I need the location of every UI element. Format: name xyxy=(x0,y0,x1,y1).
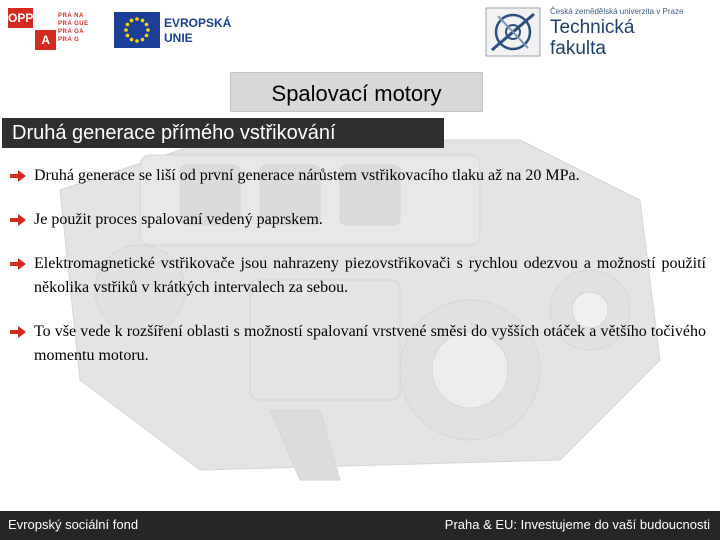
slide-subtitle: Druhá generace přímého vstřikování xyxy=(2,118,444,148)
faculty-name-line: fakulta xyxy=(550,38,606,59)
faculty-emblem-icon xyxy=(484,6,542,58)
oppa-logo-mark xyxy=(8,8,56,50)
university-name: Česká zemědělská univerzita v Praze xyxy=(550,7,684,16)
faculty-name-line: Technická xyxy=(550,17,635,38)
eu-logo xyxy=(100,8,240,52)
eu-star-icon xyxy=(141,38,145,42)
eu-star-icon xyxy=(145,23,149,27)
oppa-text-line: PRA G xyxy=(58,37,80,43)
footer-left-text: Evropský sociální fond xyxy=(8,517,139,532)
footer-right-text: Praha & EU: Investujeme do vaší budoucnosti xyxy=(444,517,710,532)
red-arrow-icon xyxy=(10,326,26,338)
bullet-item xyxy=(10,320,706,368)
eu-star-icon xyxy=(141,19,145,23)
faculty-name xyxy=(550,17,635,59)
bullet-text: To vše vede k rozšíření oblasti s možností spalovaní vrstvené směsi do vyšších otáček a většího točivého momentu motoru. xyxy=(34,323,706,364)
bullet-text: Je použit proces spalovaní vedený paprskem. xyxy=(34,211,323,228)
eu-star-icon xyxy=(126,23,130,27)
oppa-letters-bottom: A xyxy=(35,30,56,50)
eu-star-icon xyxy=(135,17,139,21)
technicka-fakulta-logo xyxy=(484,4,716,60)
bullet-item xyxy=(10,252,706,300)
oppa-cell-blank xyxy=(35,8,56,28)
oppa-logo-text xyxy=(58,12,96,44)
red-arrow-icon xyxy=(10,214,26,226)
eu-star-icon xyxy=(130,19,134,23)
oppa-text-line: PRA GUE xyxy=(58,21,89,27)
eu-text-line: UNIE xyxy=(164,31,193,45)
bullet-text: Elektromagnetické vstřikovače jsou nahrazeny piezovstřikovači s rychlou odezvou a možností použití několika vstřiků v krátkých intervalech za sebou. xyxy=(34,255,706,296)
eu-star-icon xyxy=(124,28,128,32)
slide-title: Spalovací motory xyxy=(230,72,483,112)
bullet-list xyxy=(10,164,706,388)
oppa-text-line: PRA GA xyxy=(58,29,85,35)
oppa-cell-blank xyxy=(8,30,33,50)
bullet-item xyxy=(10,164,706,188)
bullet-item xyxy=(10,208,706,232)
eu-star-icon xyxy=(135,39,139,43)
eu-star-icon xyxy=(126,34,130,38)
footer-bar xyxy=(0,511,720,540)
red-arrow-icon xyxy=(10,258,26,270)
oppa-logo xyxy=(8,8,96,50)
red-arrow-icon xyxy=(10,170,26,182)
oppa-text-line: PRA NA xyxy=(58,13,84,19)
eu-text-line: EVROPSKÁ xyxy=(164,16,232,30)
eu-flag-icon xyxy=(114,12,160,48)
eu-star-icon xyxy=(130,38,134,42)
eu-star-icon xyxy=(145,34,149,38)
eu-logo-text xyxy=(164,16,231,46)
eu-star-icon xyxy=(146,28,150,32)
oppa-letters-top: OPP xyxy=(8,8,33,28)
bullet-text: Druhá generace se liší od první generace nárůstem vstřikovacího tlaku až na 20 MPa. xyxy=(34,167,580,184)
